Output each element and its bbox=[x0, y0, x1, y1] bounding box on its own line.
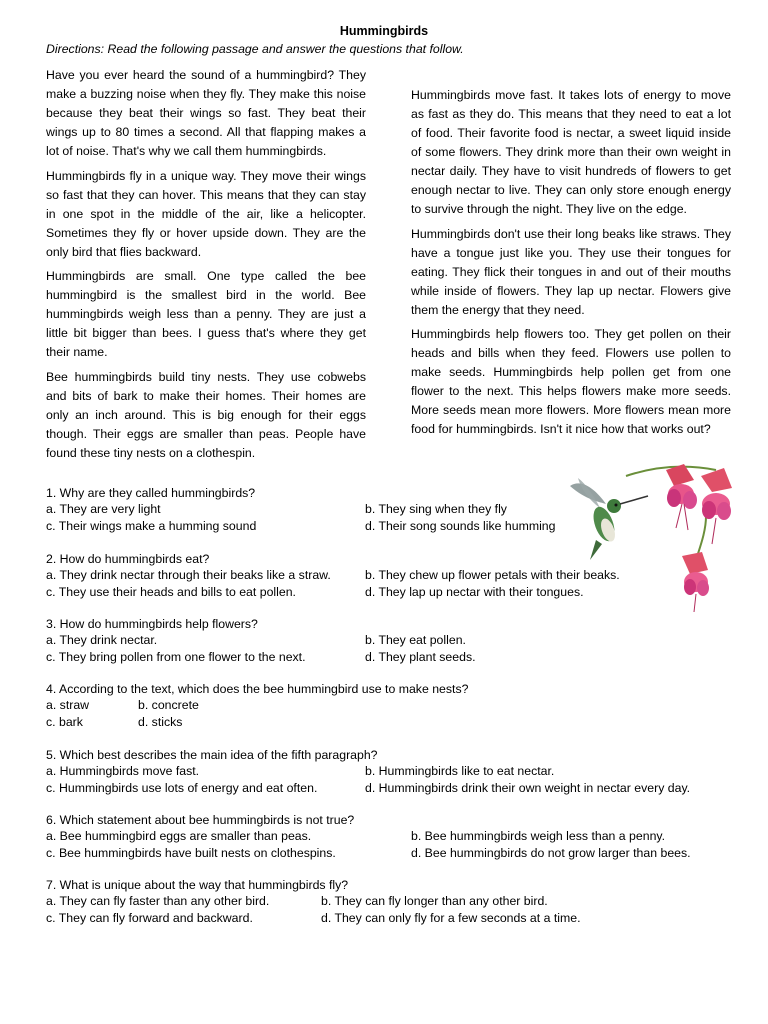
answer-option[interactable]: d. They plant seeds. bbox=[365, 650, 476, 664]
answer-option[interactable]: c. They bring pollen from one flower to the next. bbox=[46, 650, 306, 664]
answer-option[interactable]: d. Hummingbirds drink their own weight in nectar every day. bbox=[365, 781, 691, 795]
answer-option[interactable]: a. straw bbox=[46, 698, 90, 712]
answer-option[interactable]: c. Their wings make a humming sound bbox=[46, 519, 257, 533]
answer-option[interactable]: d. Bee hummingbirds do not grow larger than bees. bbox=[411, 846, 691, 860]
answer-option[interactable]: b. They eat pollen. bbox=[365, 633, 466, 647]
paragraph: Hummingbirds move fast. It takes lots of energy to move as fast as they do. This means that they need to eat a lot of food. Their favorite food is nectar, a sweet liquid inside of some flowers. They drink more than their own weight in nectar daily. They have to visit hundreds of flowers to get enough nectar to live. They can only store enough energy to survive through the night. They live on the edge. bbox=[411, 88, 731, 216]
question-2 bbox=[46, 551, 726, 607]
answer-option[interactable]: c. They use their heads and bills to eat pollen. bbox=[46, 585, 296, 599]
answer-option[interactable]: c. bark bbox=[46, 715, 83, 729]
answer-option[interactable]: a. They drink nectar through their beaks like a straw. bbox=[46, 568, 331, 582]
answer-option[interactable]: a. They are very light bbox=[46, 502, 161, 516]
passage-left-column bbox=[46, 66, 366, 468]
question-4 bbox=[46, 681, 726, 737]
question-stem: 3. How do hummingbirds help flowers? bbox=[46, 617, 258, 631]
question-stem: 1. Why are they called hummingbirds? bbox=[46, 486, 256, 500]
paragraph: Hummingbirds help flowers too. They get pollen on their heads and bills when they feed. Flowers use pollen to make seeds. Hummingbirds help pollen get from one flower to the next. This helps flowers make more seeds. More seeds mean more flowers. More flowers mean more food for hummingbirds. Isn't it nice how that works out? bbox=[411, 327, 731, 436]
question-6 bbox=[46, 812, 736, 868]
answer-option[interactable]: c. Hummingbirds use lots of energy and eat often. bbox=[46, 781, 318, 795]
paragraph: Hummingbirds fly in a unique way. They move their wings so fast that they can hover. This means that they can stay in one spot in the middle of the air, like a helicopter. Sometimes they fly or hover upside down. They are the only bird that flies backward. bbox=[46, 168, 366, 259]
paragraph: Hummingbirds are small. One type called the bee hummingbird is the smallest bird in the world. Bee hummingbirds weigh less than a penny. They are just a little bit bigger than bees. I guess that's where they get their name. bbox=[46, 269, 366, 359]
question-1 bbox=[46, 485, 726, 541]
answer-option[interactable]: b. Bee hummingbirds weigh less than a penny. bbox=[411, 829, 666, 843]
answer-option[interactable]: a. They drink nectar. bbox=[46, 633, 158, 647]
directions: Directions: Read the following passage and answer the questions that follow. bbox=[46, 42, 464, 56]
answer-option[interactable]: d. Their song sounds like humming bbox=[365, 519, 556, 533]
question-stem: 4. According to the text, which does the bee hummingbird use to make nests? bbox=[46, 682, 469, 696]
answer-option[interactable]: a. They can fly faster than any other bird. bbox=[46, 894, 270, 908]
question-5 bbox=[46, 747, 736, 803]
paragraph: Hummingbirds don't use their long beaks like straws. They have a tongue just like you. They use their tongues for eating. They flick their tongues in and out of their mouths while inside of flowers. They lap up nectar. Flowers give them the energy that they need. bbox=[411, 226, 731, 317]
answer-option[interactable]: b. concrete bbox=[138, 698, 199, 712]
answer-option[interactable]: d. They lap up nectar with their tongues. bbox=[365, 585, 584, 599]
answer-option[interactable]: a. Hummingbirds move fast. bbox=[46, 764, 200, 778]
answer-option[interactable]: b. They sing when they fly bbox=[365, 502, 507, 516]
question-7 bbox=[46, 877, 726, 933]
answer-option[interactable]: a. Bee hummingbird eggs are smaller than peas. bbox=[46, 829, 312, 843]
question-stem: 7. What is unique about the way that hummingbirds fly? bbox=[46, 878, 349, 892]
page-title: Hummingbirds bbox=[339, 24, 429, 38]
question-stem: 5. Which best describes the main idea of the fifth paragraph? bbox=[46, 748, 378, 762]
answer-option[interactable]: d. They can only fly for a few seconds at a time. bbox=[321, 911, 581, 925]
answer-option[interactable]: b. They chew up flower petals with their beaks. bbox=[365, 568, 620, 582]
answer-option[interactable]: c. Bee hummingbirds have built nests on clothespins. bbox=[46, 846, 336, 860]
paragraph: Have you ever heard the sound of a hummingbird? They make a buzzing noise when they fly. They make this noise because they beat their wings so fast. They beat their wings up to 80 times a second. All that flapping makes a lot of noise. That's why we call them hummingbirds. bbox=[46, 68, 366, 158]
answer-option[interactable]: b. Hummingbirds like to eat nectar. bbox=[365, 764, 555, 778]
question-3 bbox=[46, 616, 726, 672]
answer-option[interactable]: d. sticks bbox=[138, 715, 183, 729]
answer-option[interactable]: c. They can fly forward and backward. bbox=[46, 911, 253, 925]
question-stem: 2. How do hummingbirds eat? bbox=[46, 552, 210, 566]
paragraph: Bee hummingbirds build tiny nests. They use cobwebs and bits of bark to make their homes. Their homes are only an inch around. This is big enough for their eggs though. Their eggs are smaller than peas. People have found these tiny nests on a clothespin. bbox=[46, 369, 366, 460]
answer-option[interactable]: b. They can fly longer than any other bird. bbox=[321, 894, 548, 908]
passage-right-column bbox=[411, 86, 731, 445]
question-stem: 6. Which statement about bee hummingbirds is not true? bbox=[46, 813, 355, 827]
